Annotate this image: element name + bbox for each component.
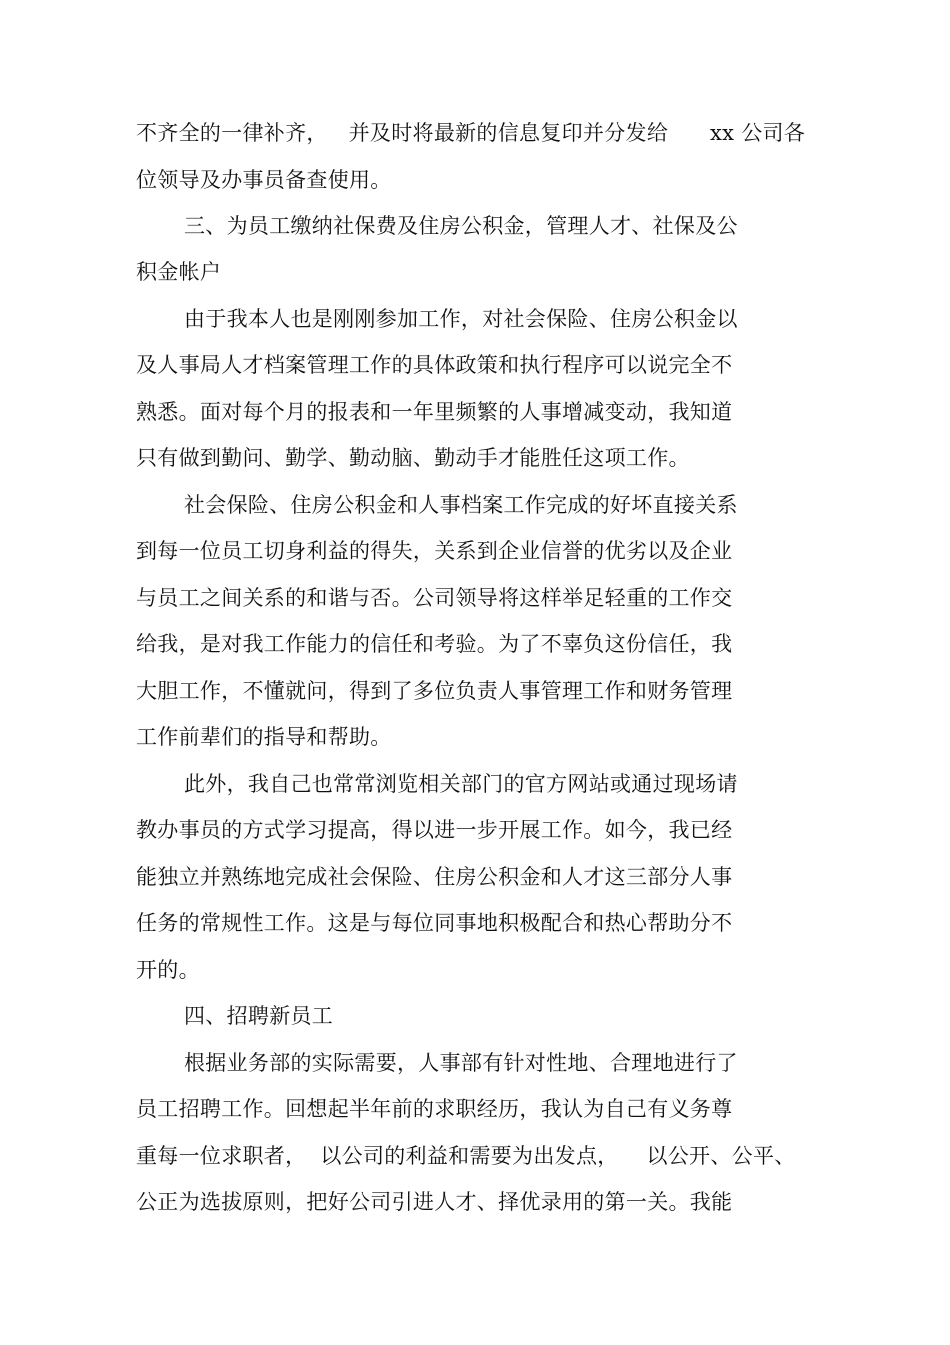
paragraph-start: 由于我本人也是刚刚参加工作，对社会保险、住房公积金以 — [184, 307, 738, 331]
text-line: 及人事局人才档案管理工作的具体政策和执行程序可以说完全不 — [136, 353, 733, 377]
section-heading: 四、招聘新员工 — [184, 1004, 334, 1028]
paragraph-start: 根据业务部的实际需要，人事部有针对性地、合理地进行了 — [184, 1051, 738, 1075]
text-line: 位领导及办事员备查使用。 — [136, 168, 392, 192]
section-heading-continued: 积金帐户 — [136, 260, 222, 284]
text-line: 熟悉。面对每个月的报表和一年里频繁的人事增减变动，我知道 — [136, 400, 733, 424]
text-line: 开的。 — [136, 958, 200, 982]
text-line: 重每一位求职者， 以公司的利益和需要为出发点， 以公开、公平、 — [136, 1144, 796, 1168]
text-line: 工作前辈们的指导和帮助。 — [136, 725, 392, 749]
paragraph-start: 此外，我自己也常常浏览相关部门的官方网站或通过现场请 — [184, 772, 738, 796]
text-line: 给我，是对我工作能力的信任和考验。为了不辜负这份信任，我 — [136, 632, 733, 656]
text-line: 员工招聘工作。回想起半年前的求职经历，我认为自己有义务尊 — [136, 1097, 733, 1121]
text-line: 到每一位员工切身利益的得失，关系到企业信誉的优劣以及企业 — [136, 539, 733, 563]
text-line: 只有做到勤问、勤学、勤动脑、勤动手才能胜任这项工作。 — [136, 446, 690, 470]
text-line: 教办事员的方式学习提高，得以进一步开展工作。如今，我已经 — [136, 818, 733, 842]
section-heading: 三、为员工缴纳社保费及住房公积金，管理人才、社保及公 — [184, 214, 738, 238]
text-line: 大胆工作，不懂就问，得到了多位负责人事管理工作和财务管理 — [136, 679, 733, 703]
paragraph-start: 社会保险、住房公积金和人事档案工作完成的好坏直接关系 — [184, 493, 738, 517]
text-line: 能独立并熟练地完成社会保险、住房公积金和人才这三部分人事 — [136, 865, 733, 889]
text-line: 公正为选拔原则，把好公司引进人才、择优录用的第一关。我能 — [136, 1190, 733, 1214]
text-line: 与员工之间关系的和谐与否。公司领导将这样举足轻重的工作交 — [136, 586, 733, 610]
text-line: 任务的常规性工作。这是与每位同事地积极配合和热心帮助分不 — [136, 911, 733, 935]
text-line: 不齐全的一律补齐， 并及时将最新的信息复印并分发给 xx 公司各 — [136, 121, 806, 145]
